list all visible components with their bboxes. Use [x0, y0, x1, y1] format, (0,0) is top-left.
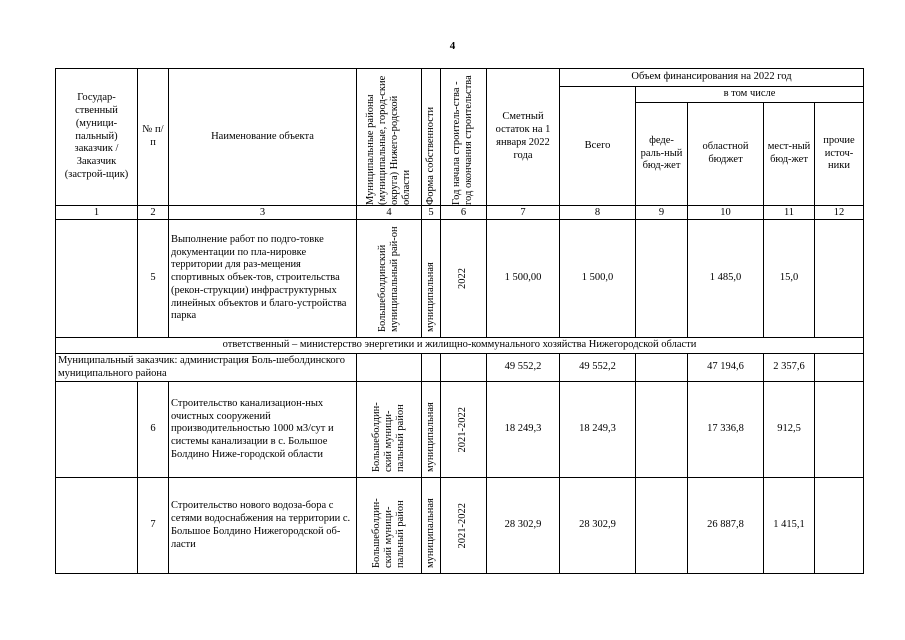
header-regional: областной бюджет	[688, 103, 764, 206]
customer-regional: 47 194,6	[688, 353, 764, 382]
total-value: 18 249,3	[560, 382, 636, 478]
header-funding-title: Объем финансирования на 2022 год	[560, 69, 864, 87]
local-value: 15,0	[764, 220, 815, 338]
total-value: 1 500,0	[560, 220, 636, 338]
years-cell	[441, 478, 487, 574]
row-number: 6	[138, 382, 169, 478]
object-name: Выполнение работ по подго-товке документации по пла-нировке территории для раз-мещения спортивных объек-тов, строительства (рекон-струкции) инфраструктурных линейных объектов и благо-устройства парка	[169, 220, 357, 338]
customer-local: 2 357,6	[764, 353, 815, 382]
column-number: 2	[138, 206, 169, 220]
ownership-cell	[422, 478, 441, 574]
district-text: Большеболдин-ский муници-пальный район	[370, 498, 407, 569]
federal-value	[636, 220, 688, 338]
customer-row	[56, 353, 864, 382]
column-number: 7	[487, 206, 560, 220]
district-text: Большеболдин-ский муници-пальный район	[370, 402, 407, 473]
row-number: 7	[138, 478, 169, 574]
responsible-row	[56, 338, 864, 354]
other-value	[815, 478, 864, 574]
district-cell	[357, 382, 422, 478]
header-ownership-text: Форма собственности	[424, 106, 436, 205]
years-text: 2021-2022	[457, 406, 469, 453]
regional-value: 26 887,8	[688, 478, 764, 574]
header-districts	[357, 69, 422, 206]
header-including: в том числе	[636, 87, 864, 103]
table-row	[56, 220, 864, 338]
column-number: 3	[169, 206, 357, 220]
regional-value: 17 336,8	[688, 382, 764, 478]
row-number: 5	[138, 220, 169, 338]
table-row	[56, 478, 864, 574]
header-years	[441, 69, 487, 206]
header-districts-text: Муниципальные районы (муниципальные, город-ские округа) Нижего-родской области	[364, 75, 413, 205]
column-number: 1	[56, 206, 138, 220]
header-object-name: Наименование объекта	[169, 69, 357, 206]
object-name: Строительство нового водоза-бора с сетями водоснабжения на территории с. Большое Болдино Нижегородской об-ласти	[169, 478, 357, 574]
total-value: 28 302,9	[560, 478, 636, 574]
regional-value: 1 485,0	[688, 220, 764, 338]
federal-value	[636, 382, 688, 478]
header-number: № п/п	[138, 69, 169, 206]
ownership-text: муниципальная	[424, 498, 436, 569]
column-number: 5	[422, 206, 441, 220]
column-number: 12	[815, 206, 864, 220]
header-ownership	[422, 69, 441, 206]
column-number: 9	[636, 206, 688, 220]
header-balance: Сметный остаток на 1 января 2022 года	[487, 69, 560, 206]
district-text: Большеболдинский муниципальный рай-он	[376, 226, 400, 332]
header-other: прочие источ-ники	[815, 103, 864, 206]
column-number: 8	[560, 206, 636, 220]
page-number: 4	[449, 40, 456, 52]
ownership-text: муниципальная	[424, 402, 436, 473]
header-federal: феде-раль-ный бюд-жет	[636, 103, 688, 206]
local-value: 1 415,1	[764, 478, 815, 574]
balance-value: 18 249,3	[487, 382, 560, 478]
header-total: Всего	[560, 87, 636, 206]
customer-total: 49 552,2	[560, 353, 636, 382]
balance-value: 28 302,9	[487, 478, 560, 574]
ownership-cell	[422, 220, 441, 338]
table-row	[56, 382, 864, 478]
responsible-text: ответственный – министерство энергетики и жилищно-коммунального хозяйства Нижегородской области	[56, 338, 864, 354]
ownership-cell	[422, 382, 441, 478]
column-number: 4	[357, 206, 422, 220]
column-number: 6	[441, 206, 487, 220]
other-value	[815, 382, 864, 478]
federal-value	[636, 478, 688, 574]
ownership-text: муниципальная	[424, 262, 436, 332]
local-value: 912,5	[764, 382, 815, 478]
years-text: 2021-2022	[457, 502, 469, 549]
customer-label: Муниципальный заказчик: администрация Боль-шеболдинского муниципального района	[56, 353, 357, 382]
years-text: 2022	[457, 267, 469, 289]
header-local: мест-ный бюд-жет	[764, 103, 815, 206]
years-cell	[441, 220, 487, 338]
object-name: Строительство канализацион-ных очистных сооружений производительностью 1000 м3/сут и системы канализации в с. Большое Болдино Ниже-городской области	[169, 382, 357, 478]
column-numbers-row	[56, 206, 864, 220]
column-number: 11	[764, 206, 815, 220]
header-years-text: Год начала строитель-ства - год окончания строительства	[451, 75, 475, 205]
financing-table	[55, 68, 864, 574]
customer-balance: 49 552,2	[487, 353, 560, 382]
years-cell	[441, 382, 487, 478]
district-cell	[357, 478, 422, 574]
other-value	[815, 220, 864, 338]
balance-value: 1 500,00	[487, 220, 560, 338]
district-cell	[357, 220, 422, 338]
header-customer: Государ-ственный (муници-пальный) заказчик / Заказчик (застрой-щик)	[56, 69, 138, 206]
column-number: 10	[688, 206, 764, 220]
